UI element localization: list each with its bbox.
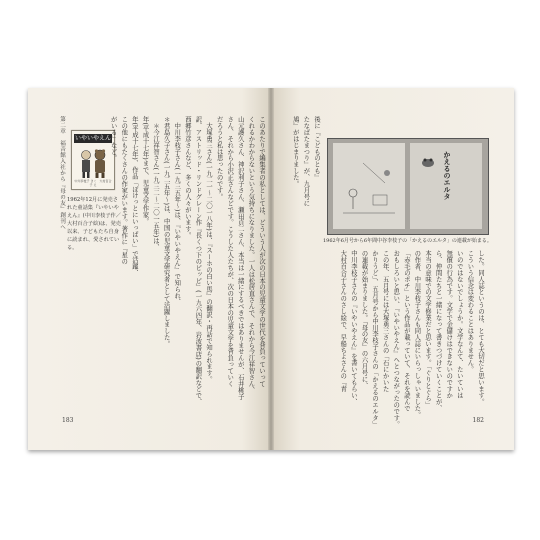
- book-gutter: [268, 88, 274, 450]
- page-number-left: 183: [62, 417, 74, 424]
- page-number-right: 182: [472, 417, 484, 424]
- left-page: [28, 88, 271, 450]
- right-body-text: した。同人誌というのは、とても大切だと思います。 こういう信念は変わることはありません。 いのではないでしょうか。文学なんて、たいていは 無償の行為です。文学で金儲けはできないのですか ら、仲間たちと一緒になって書きつづけていくことが、 本当の意味での文学修業だと思います。「ぐりとぐら」 の作者、中川李枝子さんも同人誌にいらっしゃいました。 「赤毛のポチ」という作品が載っていて、それを読んで おもしろいと思い、『いやいやえん』へとつながったのです。 この年、五月号には大塚勇三さんの「石にかいた かりうど」、五月号から中川李枝子さんの「かえるのエルタ」 の連載が始まりました。『母の友』の六月号に、 中川李枝子さんの『いやいやえん』を書いてもらい、 大村百合子さんのさし絵で、早船ちよさんの『青: [339, 250, 484, 428]
- right-page: [271, 88, 514, 450]
- cover-caption: 1962年12月に発売された童話集『いやいやえん』(中川李枝子作／大村百合子絵)は、発売以来、子どもたち自身に読まれ、愛されている。: [67, 197, 121, 251]
- magazine-caption: 1962年6月号から6年間中谷李枝子の「かえるのエルタ」の連載が始まる。: [323, 238, 492, 244]
- magazine-illustration: [333, 143, 405, 229]
- cover-author: 中川李枝子 さく 大村百合子 え: [74, 179, 112, 187]
- magazine-photo: [327, 138, 489, 235]
- frog-illustration: [410, 143, 482, 229]
- right-upper-text: 後に『こどものとも』 たなばたまつり』が、九月号に 鳩』がはじまりました。: [291, 116, 320, 207]
- magazine-title: かえるのエルタ: [443, 151, 452, 200]
- open-book-spread: [28, 88, 514, 450]
- magazine-left-page: [333, 143, 405, 229]
- running-head: 第二章 福音館入社から『母の友』創刊へ: [59, 116, 65, 230]
- left-body-text: このあたりで編集者の私としては、どういう人が次の日本の児童文学の世代を背負っていって くれるかわからないという気持ちになりました。一人は松居直さんで、それから今江祥智さん、 山元護久さん、神沢利子さん、瀬田貞二さん、本当は一緒にするべきではありませんが、石井桃子 さん、それから小沢正さんなどです。こうした人たちが、次の日本の児童文学を背負っていく だろうと私は思ったのです。 大塚勇三さん(一九二一～二〇一八年)は、『スーホの白い馬』の翻訳・再話で知られます。 訳、アストリッド・リンドグレーン作『長くつ下のピッピ』(一九六四年、岩波書店)の翻訳などで、 西郷竹彦さんなど、多くの人々がいます。 中川李枝子さん(一九三五年～)は、『いやいやえん』で知られ、 ＊君島久子さん(一九二五年～)は、中国の児童文学研究者として活躍しました。 ＊今江祥智さん(一九三二～二〇一五年)は、 年(平成十七年)まで、児童文学作家。 年(平成十七年)、作品「ぽけっとにいっぱい」で活躍、 この他にもたくさんの作家がいます。著作に『星の がいる』など。: [109, 116, 265, 406]
- magazine-right-page: [410, 143, 482, 229]
- cover-title: いやいやえん: [74, 135, 111, 142]
